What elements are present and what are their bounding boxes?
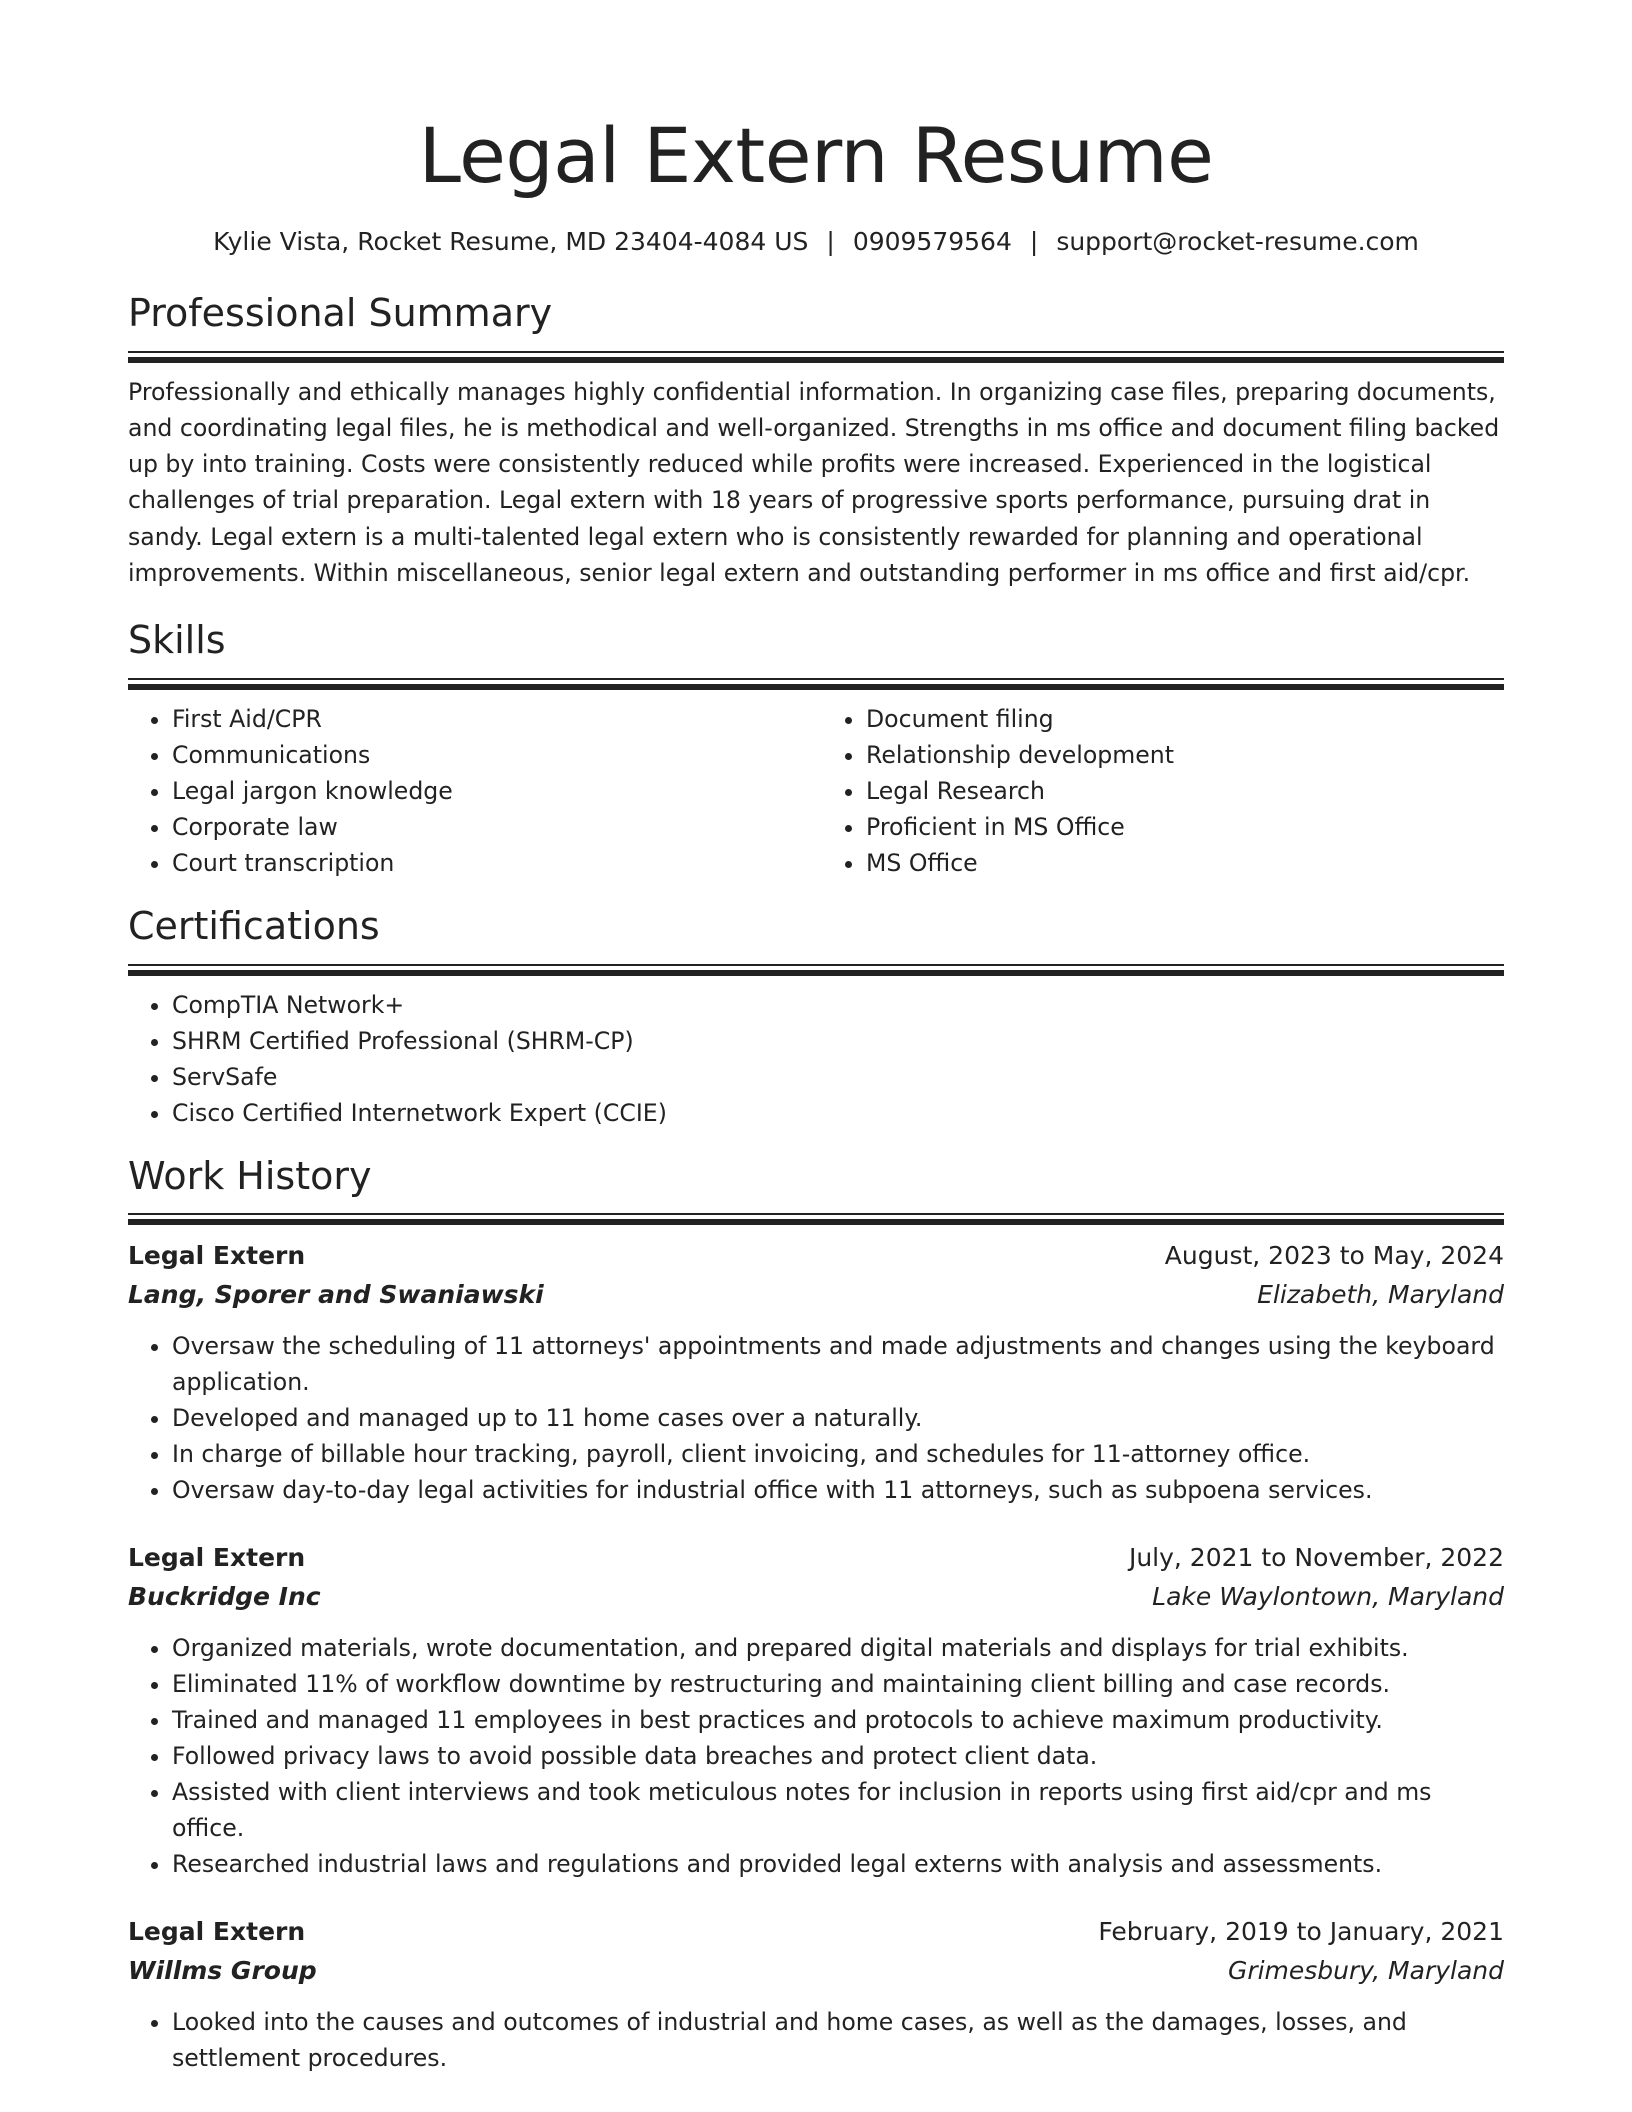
skill-item: • Communications [172, 737, 816, 773]
section-divider [128, 678, 1504, 689]
job-company: Buckridge Inc [128, 1582, 321, 1612]
job-company-row [128, 1275, 1504, 1314]
skill-item: • Document filing [866, 701, 1504, 737]
job-company: Lang, Sporer and Swaniawski [128, 1280, 544, 1310]
skill-item: • Legal Research [866, 773, 1504, 809]
job-company-row [128, 1577, 1504, 1616]
certification-item: • ServSafe [172, 1059, 1504, 1095]
job-bullet: • Oversaw the scheduling of 11 attorneys' appointments and made adjustments and changes using the keyboard application. [172, 1328, 1504, 1400]
job-bullet: • Oversaw day-to-day legal activities for industrial office with 11 attorneys, such as subpoena services. [172, 1472, 1504, 1508]
job-location: Elizabeth, Maryland [1257, 1280, 1504, 1310]
certification-item: • CompTIA Network+ [172, 987, 1504, 1023]
section-divider [128, 351, 1504, 362]
document-title: Legal Extern Resume [418, 111, 1214, 200]
job-title: Legal Extern [128, 1543, 306, 1573]
job-bullet: • Organized materials, wrote documentation, and prepared digital materials and displays for trial exhibits. [172, 1630, 1504, 1666]
skills-list-right [816, 701, 1504, 881]
skill-item: • Legal jargon knowledge [172, 773, 816, 809]
job-bullet: • Researched industrial laws and regulations and provided legal externs with analysis and assessments. [172, 1846, 1504, 1882]
job-dates: February, 2019 to January, 2021 [1098, 1917, 1504, 1947]
job-bullet: • Trained and managed 11 employees in best practices and protocols to achieve maximum productivity. [172, 1702, 1504, 1738]
summary-section [128, 291, 1504, 591]
certifications-heading: Certifications [128, 903, 380, 948]
contact-phone: 0909579564 [852, 227, 1012, 256]
job-company-row [128, 1951, 1504, 1990]
job-title-row [128, 1538, 1504, 1577]
job-title-row [128, 1912, 1504, 1951]
contact-separator: | [826, 227, 835, 256]
contact-line [128, 227, 1504, 256]
job-title: Legal Extern [128, 1917, 306, 1947]
skill-item: • Court transcription [172, 845, 816, 881]
job-bullet: • Assisted with client interviews and took meticulous notes for inclusion in reports using first aid/cpr and ms office. [172, 1774, 1504, 1846]
contact-address: Kylie Vista, Rocket Resume, MD 23404-4084 US [213, 227, 809, 256]
contact-email[interactable]: support@rocket-resume.com [1056, 227, 1419, 256]
skill-item: • Proficient in MS Office [866, 809, 1504, 845]
skills-list-left [128, 701, 816, 881]
skill-item: • Corporate law [172, 809, 816, 845]
job-bullets [128, 1630, 1504, 1882]
job-title: Legal Extern [128, 1241, 306, 1271]
job-bullet: • Looked into the causes and outcomes of industrial and home cases, as well as the damages, losses, and settlement procedures. [172, 2004, 1504, 2076]
skills-section [128, 618, 1504, 881]
certifications-list [128, 987, 1504, 1131]
certification-item: • SHRM Certified Professional (SHRM-CP) [172, 1023, 1504, 1059]
skills-grid [128, 701, 1504, 881]
section-divider [128, 1213, 1504, 1224]
skill-item: • MS Office [866, 845, 1504, 881]
job-bullet: • In charge of billable hour tracking, payroll, client invoicing, and schedules for 11-attorney office. [172, 1436, 1504, 1472]
job-bullets [128, 2004, 1504, 2076]
job-bullet: • Developed and managed up to 11 home cases over a naturally. [172, 1400, 1504, 1436]
job-bullets [128, 1328, 1504, 1508]
job-entry [128, 1912, 1504, 2076]
work-history-heading: Work History [128, 1153, 372, 1198]
skills-heading: Skills [128, 618, 226, 663]
certification-item: • Cisco Certified Internetwork Expert (CCIE) [172, 1095, 1504, 1131]
job-company: Willms Group [128, 1956, 317, 1986]
summary-text: Professionally and ethically manages highly confidential information. In organizing case files, preparing documents, and coordinating legal files, he is methodical and well-organized. Strengths in ms office and document filing backed up by into training. Costs were consistently reduced while profits were increased. Experienced in the logistical challenges of trial preparation. Legal extern with 18 years of progressive sports performance, pursuing drat in sandy. Legal extern is a multi-talented legal extern who is consistently rewarded for planning and operational improvements. Within miscellaneous, senior legal extern and outstanding performer in ms office and first aid/cpr. [128, 377, 1500, 588]
skill-item: • Relationship development [866, 737, 1504, 773]
section-divider [128, 964, 1504, 975]
job-location: Lake Waylontown, Maryland [1152, 1582, 1504, 1612]
job-bullet: • Followed privacy laws to avoid possible data breaches and protect client data. [172, 1738, 1504, 1774]
skill-item: • First Aid/CPR [172, 701, 816, 737]
job-entry [128, 1236, 1504, 1508]
certifications-section [128, 904, 1504, 1131]
contact-separator: | [1029, 227, 1039, 256]
work-history-section [128, 1154, 1504, 2077]
job-bullet: • Eliminated 11% of workflow downtime by restructuring and maintaining client billing and case records. [172, 1666, 1504, 1702]
summary-heading: Professional Summary [128, 291, 553, 335]
job-title-row [128, 1236, 1504, 1275]
job-location: Grimesbury, Maryland [1227, 1956, 1504, 1986]
job-entry [128, 1538, 1504, 1882]
job-dates: August, 2023 to May, 2024 [1164, 1241, 1504, 1271]
job-dates: July, 2021 to November, 2022 [1128, 1543, 1504, 1573]
